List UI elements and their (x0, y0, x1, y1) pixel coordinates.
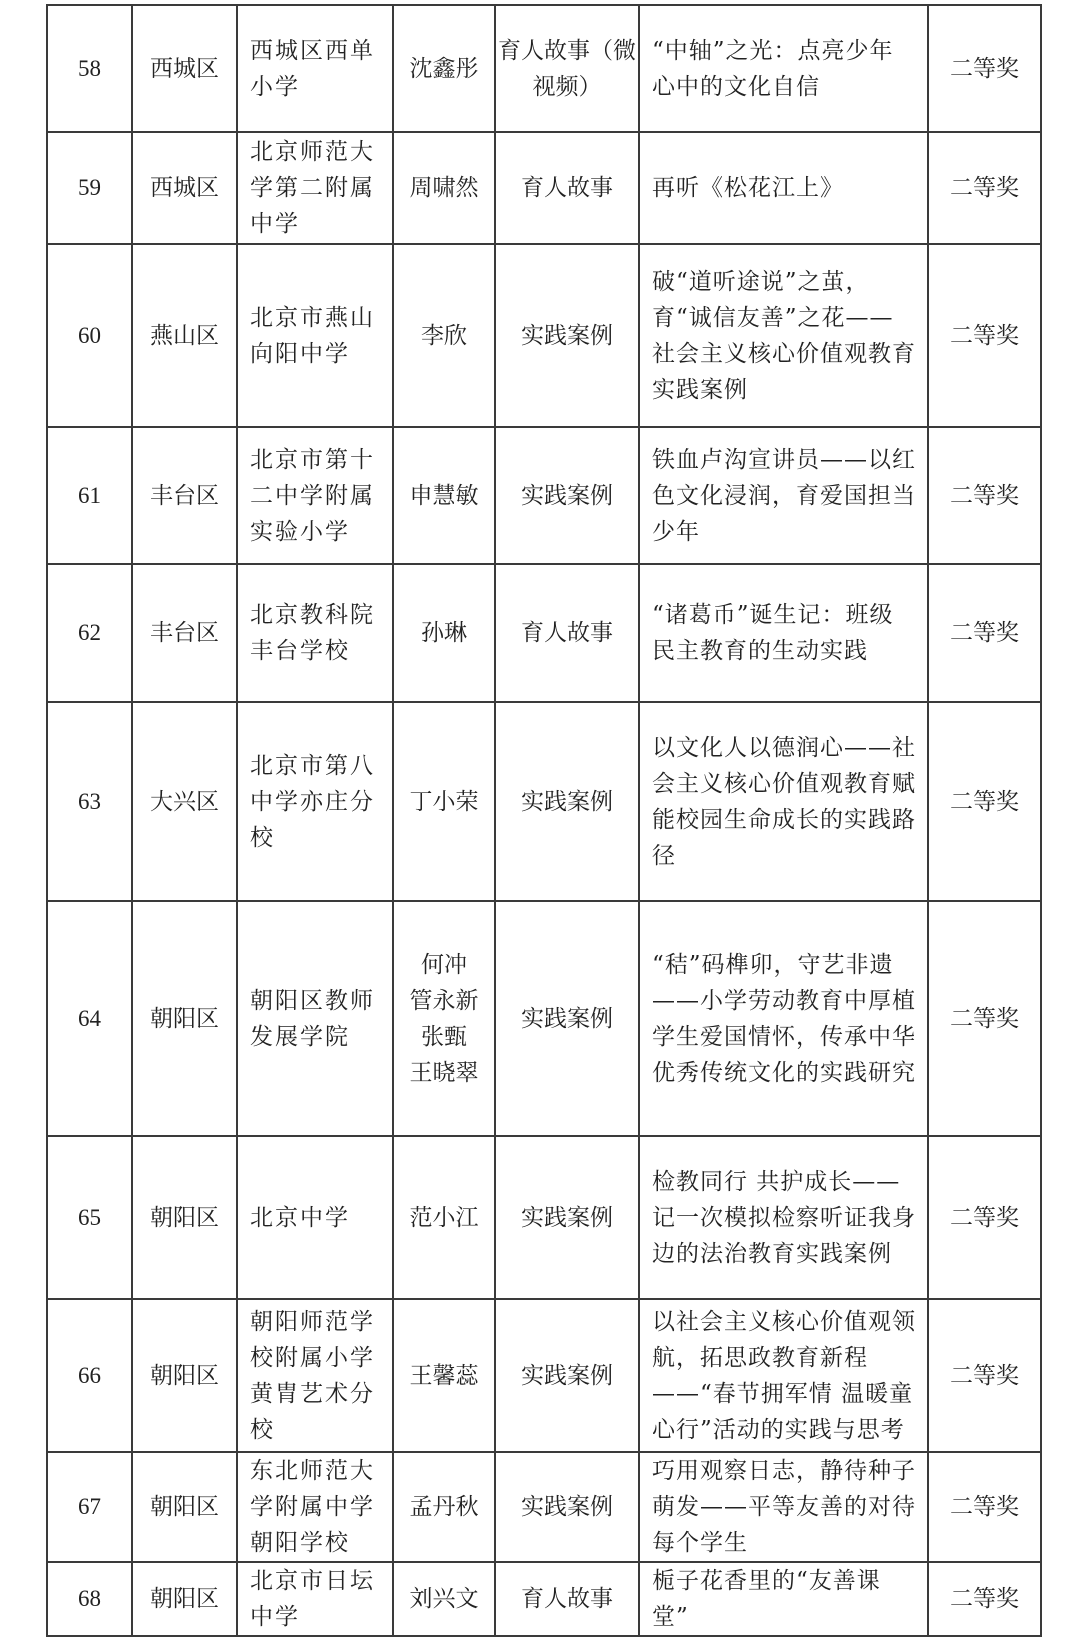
school-cell: 北京市第十二中学附属实验小学 (237, 427, 393, 564)
entry-title-cell: 以社会主义核心价值观领航，拓思政教育新程——“春节拥军情 温暖童心行”活动的实践与思考 (639, 1299, 928, 1452)
district-cell: 朝阳区 (132, 1299, 237, 1452)
author-name: 刘兴文 (409, 1586, 479, 1612)
entry-title-cell: 检教同行 共护成长——记一次模拟检察听证我身边的法治教育实践案例 (639, 1136, 928, 1299)
author-names-cell (393, 564, 495, 702)
school-cell: 北京教科院丰台学校 (237, 564, 393, 702)
school-cell: 北京市第八中学亦庄分校 (237, 702, 393, 901)
award-level-cell: 二等奖 (928, 427, 1041, 564)
award-level-cell: 二等奖 (928, 901, 1041, 1136)
entry-type-cell: 实践案例 (495, 427, 639, 564)
author-name: 丁小荣 (409, 788, 479, 815)
author-name: 李欣 (421, 322, 467, 349)
table-row (47, 702, 1041, 901)
district-cell: 燕山区 (132, 244, 237, 427)
table-row (47, 901, 1041, 1136)
entry-title-cell: 巧用观察日志，静待种子萌发——平等友善的对待每个学生 (639, 1452, 928, 1562)
author-name: 孟丹秋 (409, 1494, 479, 1520)
entry-title-cell: 铁血卢沟宣讲员——以红色文化浸润，育爱国担当少年 (639, 427, 928, 564)
author-names-cell (393, 1136, 495, 1299)
entry-type-cell: 实践案例 (495, 901, 639, 1136)
school-cell: 北京市燕山向阳中学 (237, 244, 393, 427)
entry-type-cell: 实践案例 (495, 702, 639, 901)
author-name: 沈鑫彤 (409, 55, 479, 82)
row-number: 67 (47, 1452, 132, 1562)
school-cell: 朝阳区教师发展学院 (237, 901, 393, 1136)
row-number: 62 (47, 564, 132, 702)
row-number: 64 (47, 901, 132, 1136)
author-name: 范小江 (409, 1204, 479, 1231)
award-level-cell: 二等奖 (928, 1452, 1041, 1562)
school-cell: 北京市日坛中学 (237, 1562, 393, 1636)
entry-type-cell: 育人故事 (495, 564, 639, 702)
row-number: 58 (47, 5, 132, 132)
school-cell: 北京师范大学第二附属中学 (237, 132, 393, 244)
awards-table (46, 4, 1042, 1637)
award-level-cell: 二等奖 (928, 1562, 1041, 1636)
school-cell: 东北师范大学附属中学朝阳学校 (237, 1452, 393, 1562)
author-names-cell (393, 1452, 495, 1562)
award-level-cell: 二等奖 (928, 244, 1041, 427)
district-cell: 朝阳区 (132, 1136, 237, 1299)
entry-type-cell: 实践案例 (495, 1136, 639, 1299)
awards-table-body (47, 5, 1041, 1636)
district-cell: 朝阳区 (132, 1452, 237, 1562)
entry-title-cell: “中轴”之光：点亮少年心中的文化自信 (639, 5, 928, 132)
table-row (47, 1136, 1041, 1299)
entry-title-cell: 栀子花香里的“友善课堂” (639, 1562, 928, 1636)
entry-type-cell: 实践案例 (495, 244, 639, 427)
district-cell: 丰台区 (132, 564, 237, 702)
district-cell: 大兴区 (132, 702, 237, 901)
award-level-cell: 二等奖 (928, 564, 1041, 702)
table-row (47, 1299, 1041, 1452)
table-row (47, 244, 1041, 427)
author-names-cell (393, 132, 495, 244)
entry-type-cell: 育人故事 (495, 132, 639, 244)
author-names-cell (393, 5, 495, 132)
author-names-cell (393, 901, 495, 1136)
row-number: 68 (47, 1562, 132, 1636)
district-cell: 西城区 (132, 132, 237, 244)
row-number: 59 (47, 132, 132, 244)
author-name: 申慧敏 (409, 482, 479, 509)
district-cell: 朝阳区 (132, 1562, 237, 1636)
district-cell: 西城区 (132, 5, 237, 132)
row-number: 63 (47, 702, 132, 901)
entry-title-cell: “秸”码榫卯，守艺非遗——小学劳动教育中厚植学生爱国情怀，传承中华优秀传统文化的实践研究 (639, 901, 928, 1136)
award-level-cell: 二等奖 (928, 1136, 1041, 1299)
row-number: 65 (47, 1136, 132, 1299)
entry-type-cell: 育人故事（微视频） (495, 5, 639, 132)
entry-type-cell: 实践案例 (495, 1452, 639, 1562)
entry-title-cell: 以文化人以德润心——社会主义核心价值观教育赋能校园生命成长的实践路径 (639, 702, 928, 901)
entry-title-cell: 再听《松花江上》 (639, 132, 928, 244)
entry-type-cell: 实践案例 (495, 1299, 639, 1452)
school-cell: 西城区西单小学 (237, 5, 393, 132)
table-row (47, 1562, 1041, 1636)
row-number: 60 (47, 244, 132, 427)
school-cell: 北京中学 (237, 1136, 393, 1299)
author-name: 张甄 (421, 1023, 467, 1050)
author-names-cell (393, 1562, 495, 1636)
author-name: 何冲 (421, 951, 467, 978)
table-row (47, 5, 1041, 132)
author-name: 王馨蕊 (409, 1362, 479, 1389)
award-level-cell: 二等奖 (928, 1299, 1041, 1452)
entry-title-cell: 破“道听途说”之茧，育“诚信友善”之花——社会主义核心价值观教育实践案例 (639, 244, 928, 427)
district-cell: 朝阳区 (132, 901, 237, 1136)
table-row (47, 1452, 1041, 1562)
award-level-cell: 二等奖 (928, 702, 1041, 901)
author-names-cell (393, 427, 495, 564)
row-number: 61 (47, 427, 132, 564)
district-cell: 丰台区 (132, 427, 237, 564)
author-names-cell (393, 244, 495, 427)
author-name: 管永新 (409, 987, 479, 1014)
author-name: 孙琳 (421, 620, 467, 646)
table-row (47, 132, 1041, 244)
entry-title-cell: “诸葛币”诞生记：班级民主教育的生动实践 (639, 564, 928, 702)
award-level-cell: 二等奖 (928, 5, 1041, 132)
entry-type-cell: 育人故事 (495, 1562, 639, 1636)
author-name: 周啸然 (409, 175, 479, 201)
author-names-cell (393, 702, 495, 901)
school-cell: 朝阳师范学校附属小学黄胄艺术分校 (237, 1299, 393, 1452)
award-level-cell: 二等奖 (928, 132, 1041, 244)
row-number: 66 (47, 1299, 132, 1452)
author-name: 王晓翠 (409, 1059, 479, 1086)
author-names-cell (393, 1299, 495, 1452)
table-row (47, 564, 1041, 702)
table-row (47, 427, 1041, 564)
